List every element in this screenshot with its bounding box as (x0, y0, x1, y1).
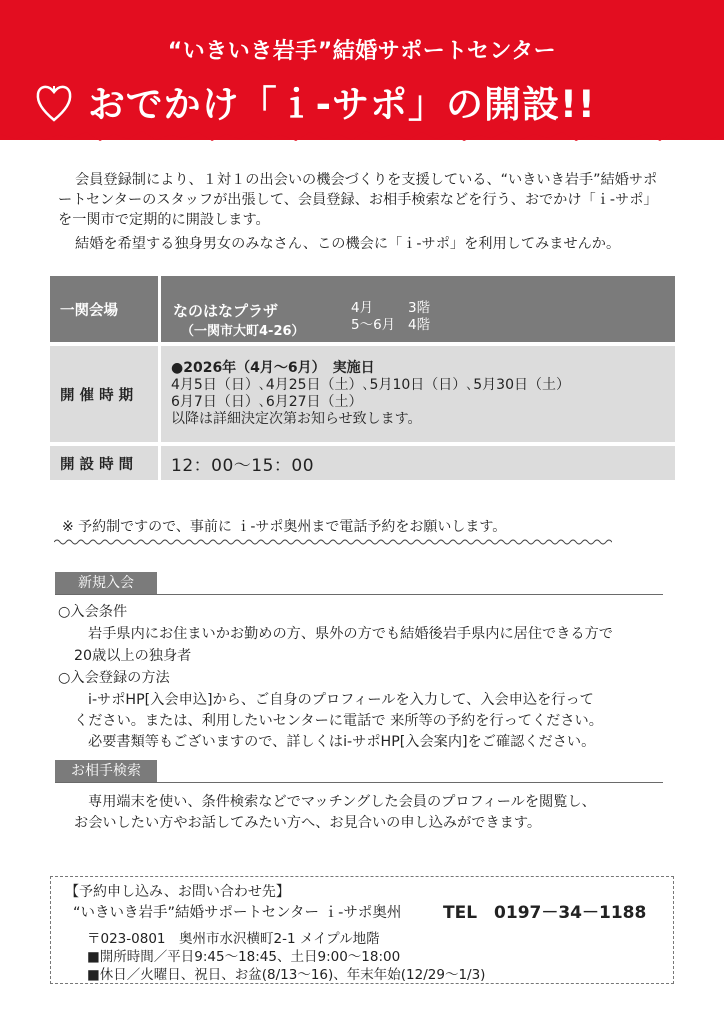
method-text: 必要書類等もございますので、詳しくはi-サポHP[入会案内]をご確認ください。 (88, 734, 596, 750)
section-partner-search (55, 760, 663, 783)
period-dates: 4月5日（日）､4月25日（土）､5月10日（日）､5月30日（土） (171, 377, 570, 393)
contact-address: 〒023-0801 奥州市水沢横町2-1 メイプル地階 (87, 931, 380, 947)
period-heading: ●2026年（4月～6月） 実施日 (171, 360, 375, 376)
floor-level: 3階 (408, 300, 431, 316)
contact-box (50, 876, 674, 984)
banner-torn-edge (0, 126, 724, 148)
contact-heading: 【予約申し込み、お問い合わせ先】 (65, 884, 290, 900)
conditions-text: 岩手県内にお住まいかお勤めの方、県外の方でも結婚後岩手県内に居住できる方で (88, 626, 613, 642)
floor-months (351, 300, 395, 334)
venue-address: （一関市大町4-26） (181, 324, 305, 339)
time-label: 開 設 時 間 (50, 444, 160, 480)
time-row (50, 444, 675, 480)
intro-paragraph: 結婚を希望する独身男女のみなさん、この機会に「ｉ-サポ」を利用してみませんか。 (75, 236, 621, 252)
floor-levels (408, 300, 430, 334)
schedule-table (50, 276, 675, 480)
reservation-note: ※ 予約制ですので、事前に ｉ-サポ奥州まで電話予約をお願いします。 (62, 519, 507, 535)
section-label: お相手検索 (55, 760, 157, 782)
header-subtitle: “いきいき岩手”結婚サポートセンター (167, 39, 557, 64)
method-heading: ○入会登録の方法 (58, 670, 170, 686)
partner-search-text: お会いしたい方やお話してみたい方へ、お見合いの申し込みができます。 (74, 815, 542, 831)
heart-icon (34, 80, 74, 124)
venue-row (50, 276, 675, 344)
venue-label: 一関会場 (50, 276, 160, 344)
section-label: 新規入会 (55, 572, 157, 594)
wavy-divider (54, 537, 612, 547)
period-row (50, 344, 675, 444)
intro-text (58, 170, 670, 254)
period-note: 以降は詳細決定次第お知らせ致します。 (171, 411, 422, 427)
method-text: ください。または、利用したいセンターに電話で 来所等の予約を行ってください。 (74, 713, 603, 729)
venue-cell (160, 276, 676, 344)
venue-name: なのはなプラザ (173, 302, 279, 320)
period-label: 開 催 時 期 (50, 344, 160, 444)
partner-search-text: 専用端末を使い、条件検索などでマッチングした会員のプロフィールを閲覧し、 (88, 794, 596, 810)
floor-month: 5～6月 (351, 317, 396, 333)
intro-paragraph: 会員登録制により、１対１の出会いの機会づくりを支援している、“いきいき岩手”結婚サポートセンターのスタッフが出張して、会員登録、お相手検索などを行う、おでかけ「ｉ-サポ」を一関市で定期的に開設します。 (58, 172, 658, 228)
conditions-heading: ○入会条件 (58, 604, 128, 620)
contact-phone: TEL 0197－34－1188 (443, 903, 647, 923)
section-new-member (55, 572, 663, 595)
floor-month: 4月 (351, 300, 374, 316)
time-value: 12：00～15：00 (160, 444, 676, 480)
period-cell (160, 344, 676, 444)
page-title: おでかけ「ｉ-サポ」の開設!! (88, 83, 596, 126)
floor-level: 4階 (408, 317, 431, 333)
contact-org: “いきいき岩手”結婚サポートセンター ｉ-サポ奥州 (73, 905, 402, 921)
period-dates: 6月7日（日）､6月27日（土） (171, 394, 363, 410)
contact-closed-days: ■休日／火曜日、祝日、お盆(8/13～16)、年末年始(12/29～1/3) (87, 967, 486, 983)
contact-hours: ■開所時間／平日9:45～18:45、土日9:00～18:00 (87, 949, 401, 965)
conditions-text: 20歳以上の独身者 (74, 648, 192, 664)
method-text: i-サポHP[入会申込]から、ご自身のプロフィールを入力して、入会申込を行って (88, 692, 594, 708)
